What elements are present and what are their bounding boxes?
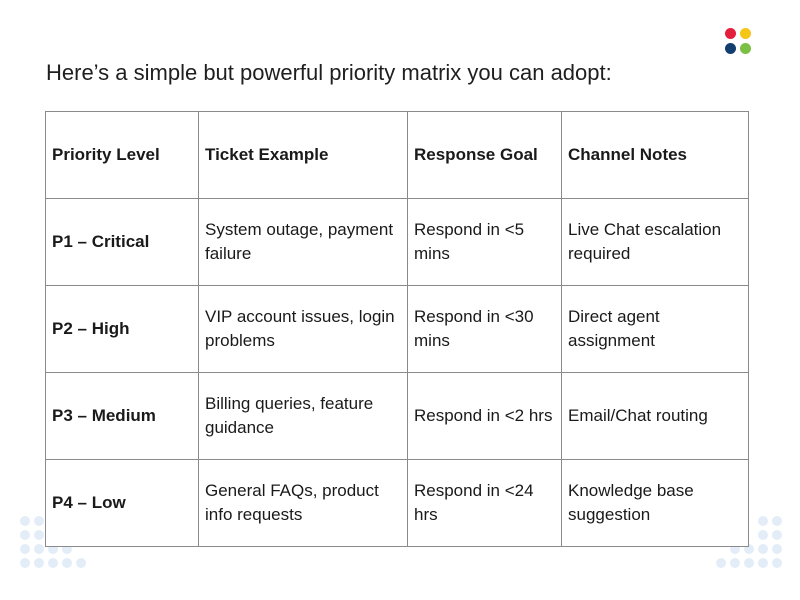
column-header-channel-notes: Channel Notes <box>562 112 749 199</box>
navy-dot-icon <box>725 43 736 54</box>
response-goal-cell: Respond in <2 hrs <box>408 373 562 460</box>
table-row <box>46 286 749 373</box>
ticket-example-cell: Billing queries, feature guidance <box>199 373 408 460</box>
table-header-row <box>46 112 749 199</box>
red-dot-icon <box>725 28 736 39</box>
channel-notes-cell: Direct agent assignment <box>562 286 749 373</box>
channel-notes-cell: Email/Chat routing <box>562 373 749 460</box>
priority-level-cell: P4 – Low <box>46 460 199 547</box>
ticket-example-cell: General FAQs, product info requests <box>199 460 408 547</box>
ticket-example-cell: System outage, payment failure <box>199 199 408 286</box>
response-goal-cell: Respond in <24 hrs <box>408 460 562 547</box>
table-row <box>46 460 749 547</box>
table-row <box>46 199 749 286</box>
column-header-response-goal: Response Goal <box>408 112 562 199</box>
green-dot-icon <box>740 43 751 54</box>
priority-level-cell: P3 – Medium <box>46 373 199 460</box>
page-heading: Here’s a simple but powerful priority matrix you can adopt: <box>46 60 612 85</box>
channel-notes-cell: Knowledge base suggestion <box>562 460 749 547</box>
priority-level-cell: P2 – High <box>46 286 199 373</box>
table-row <box>46 373 749 460</box>
column-header-ticket-example: Ticket Example <box>199 112 408 199</box>
column-header-priority-level: Priority Level <box>46 112 199 199</box>
response-goal-cell: Respond in <30 mins <box>408 286 562 373</box>
response-goal-cell: Respond in <5 mins <box>408 199 562 286</box>
priority-level-cell: P1 – Critical <box>46 199 199 286</box>
brand-logo-icon <box>725 28 755 56</box>
channel-notes-cell: Live Chat escalation required <box>562 199 749 286</box>
priority-matrix-table <box>45 111 749 547</box>
ticket-example-cell: VIP account issues, login problems <box>199 286 408 373</box>
yellow-dot-icon <box>740 28 751 39</box>
